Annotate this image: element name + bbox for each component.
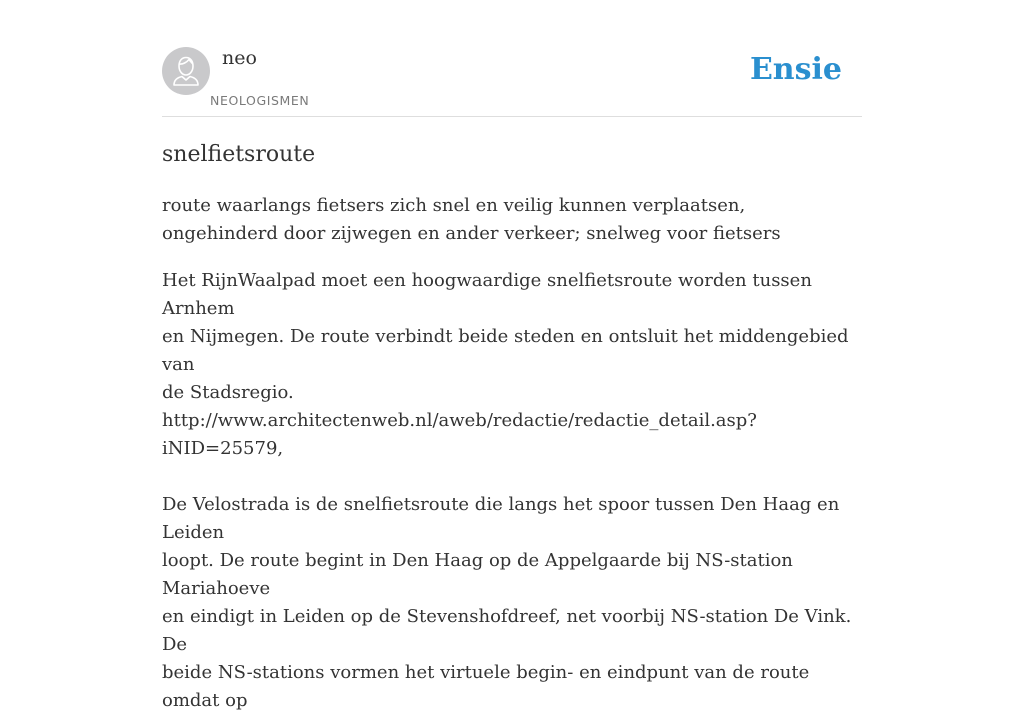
example-line: beide NS-stations vormen het virtuele begin- en eindpunt van de route omdat op [162, 662, 810, 711]
entry-title: snelfietsroute [162, 142, 316, 167]
page [162, 0, 862, 711]
example-line: De Velostrada is de snelfietsroute die langs het spoor tussen Den Haag en Leiden [162, 494, 840, 543]
paragraph-gap [162, 463, 862, 491]
entry-examples [162, 267, 862, 715]
example-line: en eindigt in Leiden op de Stevenshofdreef, net voorbij NS-station De Vink. De [162, 606, 852, 655]
entry-definition: route waarlangs fietsers zich snel en veilig kunnen verplaatsen, ongehinderd door zijwegen en ander verkeer; snelweg voor fietsers [162, 195, 781, 244]
example-line: de Stadsregio. [162, 382, 294, 403]
ensie-logo[interactable]: Ensie [749, 52, 842, 87]
avatar[interactable] [162, 47, 210, 95]
example-source-url: http://www.architectenweb.nl/aweb/redactie/redactie_detail.asp?iNID=25579, [162, 410, 757, 459]
header [162, 0, 862, 117]
example-line: Het RijnWaalpad moet een hoogwaardige snelfietsroute worden tussen Arnhem [162, 270, 812, 319]
author-username-link[interactable]: neo [222, 47, 257, 69]
example-line: en Nijmegen. De route verbindt beide steden en ontsluit het middengebied van [162, 326, 849, 375]
category-link[interactable]: NEOLOGISMEN [210, 93, 310, 108]
example-line: loopt. De route begint in Den Haag op de Appelgaarde bij NS-station Mariahoeve [162, 550, 793, 599]
user-icon [162, 47, 210, 95]
